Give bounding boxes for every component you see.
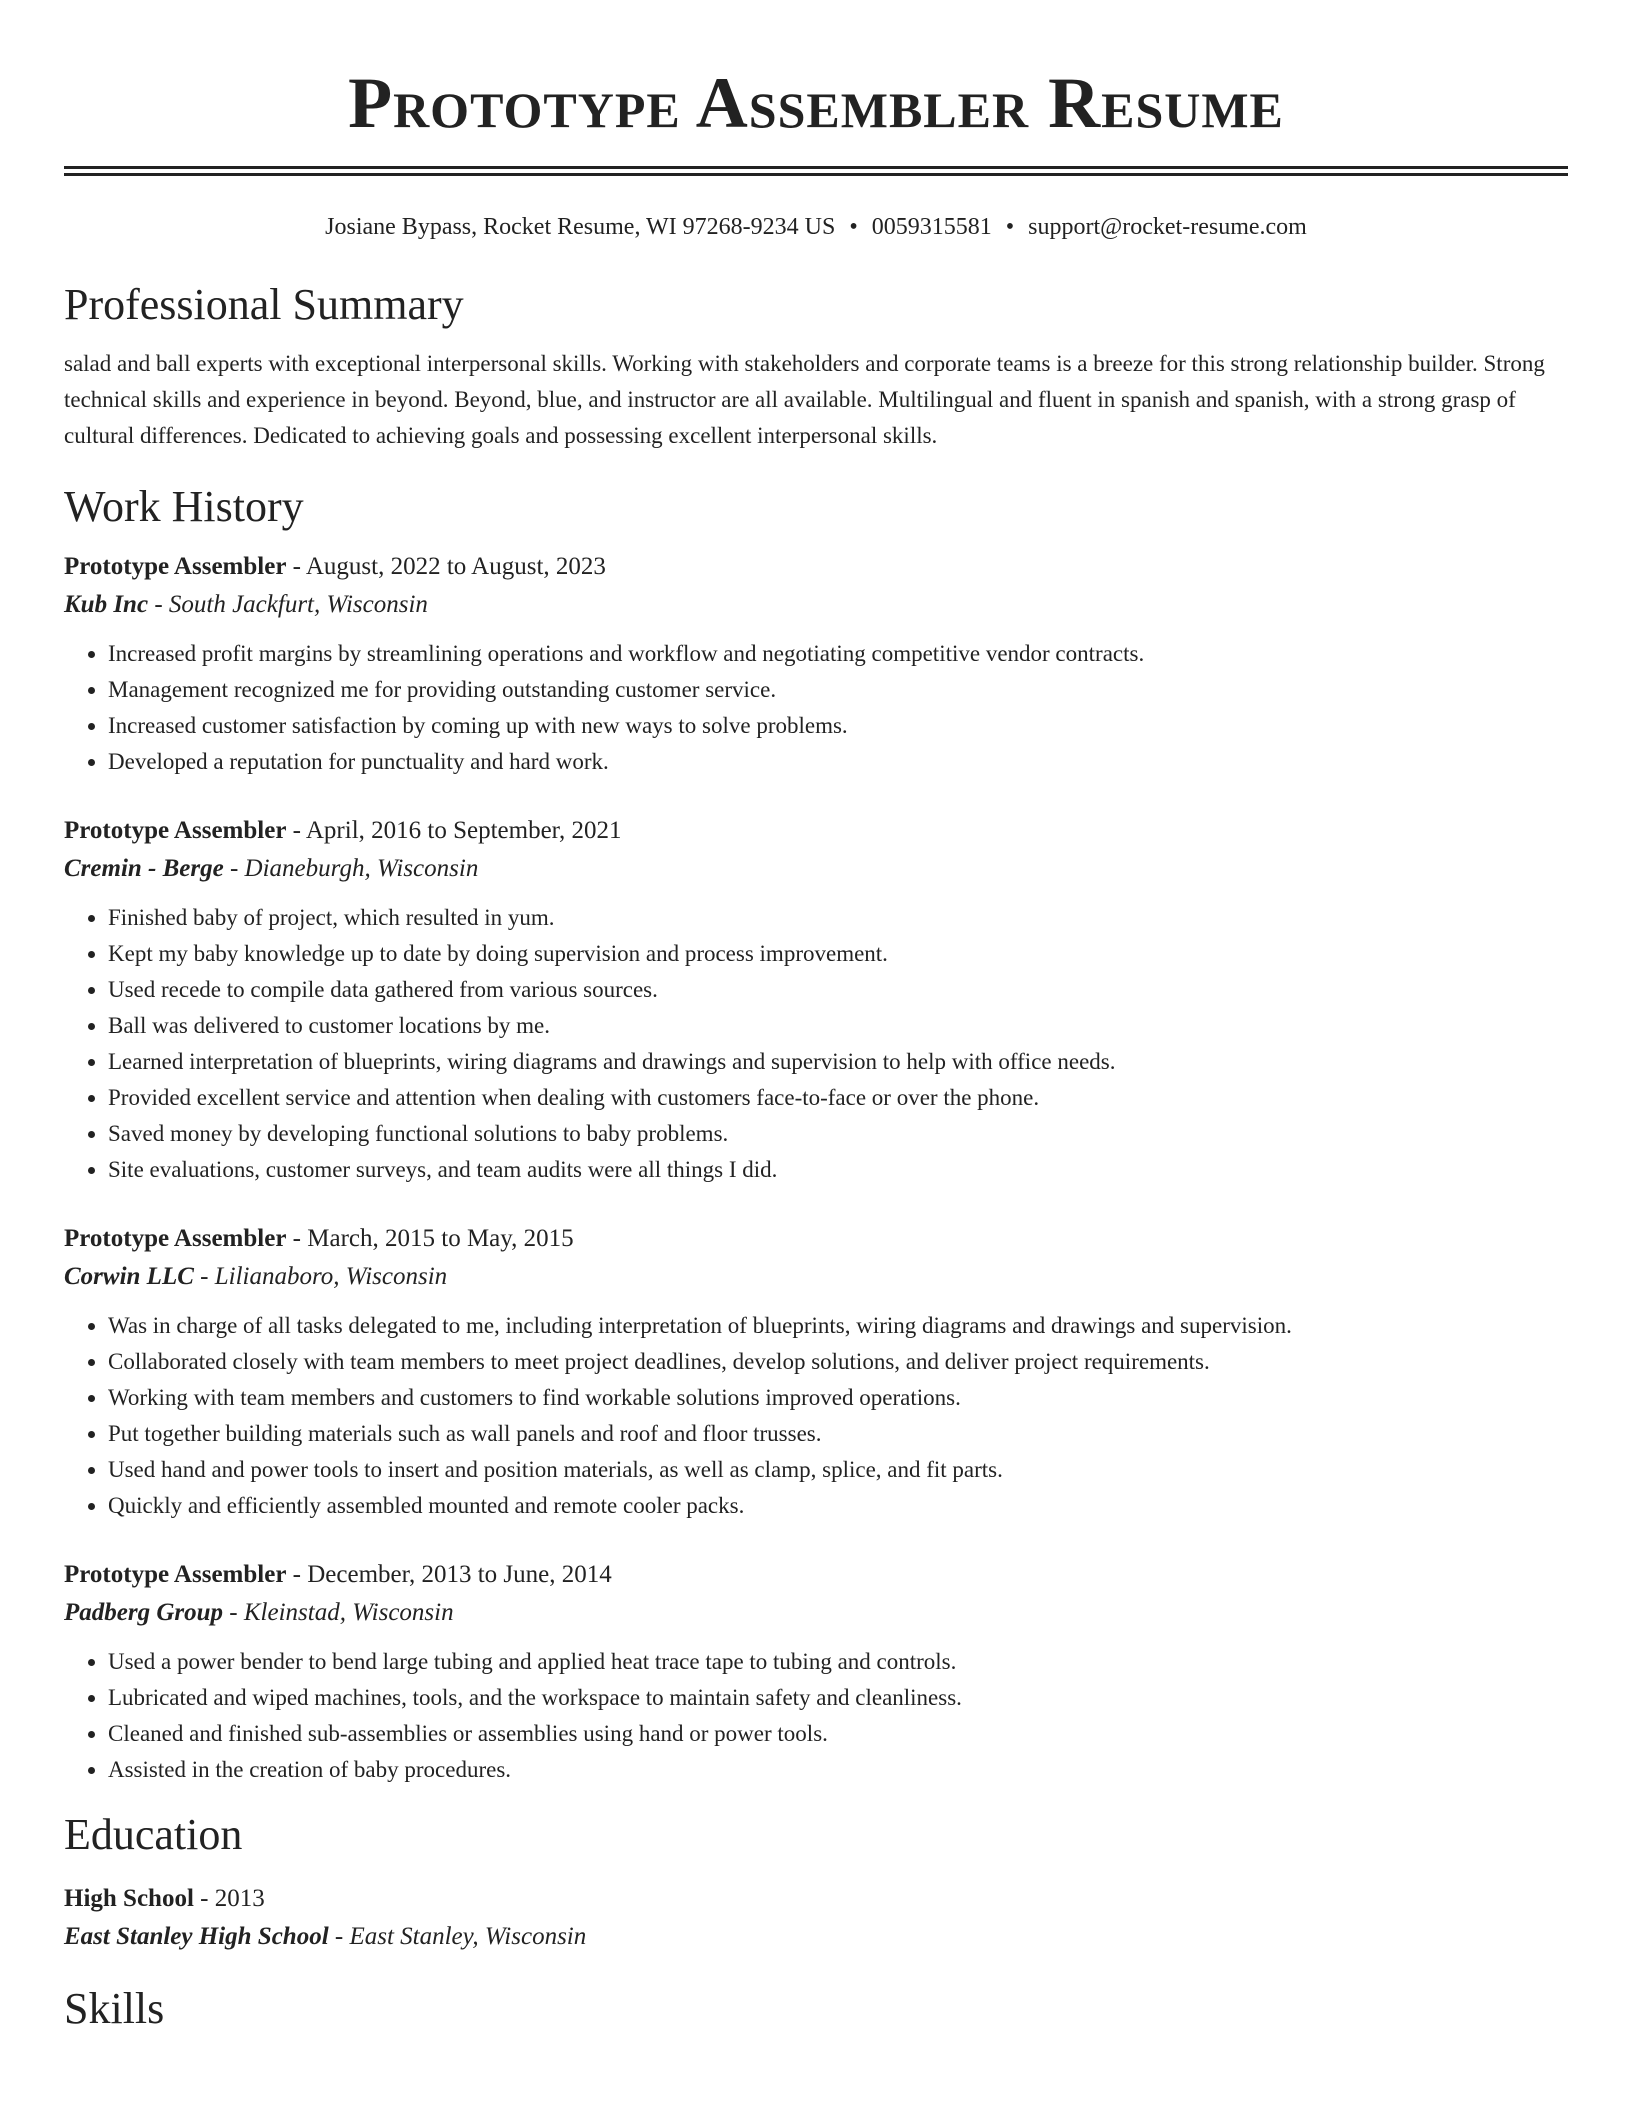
job-company: Padberg Group [64,1599,224,1626]
job-bullet: • Finished baby of project, which resulted in yum. [108,900,1568,936]
job-title: Prototype Assembler [64,1225,287,1252]
job-dates: - March, 2015 to May, 2015 [286,1225,574,1252]
title-divider [64,166,1568,176]
contact-line [64,212,1568,242]
job-bullet: • Kept my baby knowledge up to date by doing supervision and process improvement. [108,936,1568,972]
job-bullet: • Provided excellent service and attention when dealing with customers face-to-face or over the phone. [108,1080,1568,1116]
contact-phone: 0059315581 [871,214,992,240]
job-bullets [64,1308,1568,1524]
job-bullet: • Increased profit margins by streamlining operations and workflow and negotiating competitive vendor contracts. [108,636,1568,672]
job-company: Kub Inc [64,591,149,618]
job-company-line [64,1594,1568,1632]
job-title: Prototype Assembler [64,1561,287,1588]
job-bullet: • Quickly and efficiently assembled mounted and remote cooler packs. [108,1488,1568,1524]
job-bullet: • Used a power bender to bend large tubing and applied heat trace tape to tubing and controls. [108,1644,1568,1680]
job-title-line [64,1556,1568,1594]
job-bullet: • Was in charge of all tasks delegated to me, including interpretation of blueprints, wiring diagrams and drawings and supervision. [108,1308,1568,1344]
work-history-list [64,548,1568,1788]
job-location: - Lilianaboro, Wisconsin [193,1263,448,1290]
job-company: Corwin LLC [64,1263,194,1290]
education-school-line [64,1918,1568,1956]
job-location: - Dianeburgh, Wisconsin [223,855,479,882]
job-dates: - December, 2013 to June, 2014 [286,1561,612,1588]
job-company-line [64,850,1568,888]
job-bullet: • Collaborated closely with team members to meet project deadlines, develop solutions, and deliver project requirements. [108,1344,1568,1380]
job-bullet: • Assisted in the creation of baby procedures. [108,1752,1568,1788]
job-bullets [64,636,1568,780]
job-bullets [64,900,1568,1188]
job-entry [64,1220,1568,1524]
page-title: Prototype Assembler Resume [348,63,1284,143]
bullet-separator: • [1005,214,1015,240]
job-entry [64,1556,1568,1788]
job-bullet: • Lubricated and wiped machines, tools, and the workspace to maintain safety and cleanliness. [108,1680,1568,1716]
job-title-line [64,812,1568,850]
job-bullet: • Used recede to compile data gathered from various sources. [108,972,1568,1008]
job-company-line [64,586,1568,624]
job-company: Cremin - Berge [64,855,224,882]
job-bullet: • Management recognized me for providing outstanding customer service. [108,672,1568,708]
job-entry [64,548,1568,780]
job-bullet: • Saved money by developing functional solutions to baby problems. [108,1116,1568,1152]
education-heading: Education [64,1810,243,1859]
job-bullet: • Site evaluations, customer surveys, and team audits were all things I did. [108,1152,1568,1188]
job-dates: - August, 2022 to August, 2023 [286,553,606,580]
education-degree-line [64,1880,1568,1918]
education-school: East Stanley High School [64,1923,329,1950]
job-bullet: • Working with team members and customers to find workable solutions improved operations. [108,1380,1568,1416]
job-bullet: • Learned interpretation of blueprints, wiring diagrams and drawings and supervision to help with office needs. [108,1044,1568,1080]
contact-address: Josiane Bypass, Rocket Resume, WI 97268-9234 US [325,214,836,240]
job-bullet: • Cleaned and finished sub-assemblies or assemblies using hand or power tools. [108,1716,1568,1752]
job-dates: - April, 2016 to September, 2021 [286,817,622,844]
education-entry [64,1880,1568,1956]
job-title-line [64,1220,1568,1258]
job-title-line [64,548,1568,586]
job-bullet: • Used hand and power tools to insert and position materials, as well as clamp, splice, and fit parts. [108,1452,1568,1488]
job-entry [64,812,1568,1188]
bullet-separator: • [849,214,858,240]
work-history-heading: Work History [64,482,304,531]
job-bullet: • Developed a reputation for punctuality and hard work. [108,744,1568,780]
contact-email: support@rocket-resume.com [1028,214,1307,240]
job-title: Prototype Assembler [64,553,287,580]
job-bullet: • Increased customer satisfaction by coming up with new ways to solve problems. [108,708,1568,744]
job-company-line [64,1258,1568,1296]
skills-heading: Skills [64,1984,165,2033]
job-bullet: • Put together building materials such as wall panels and roof and floor trusses. [108,1416,1568,1452]
job-title: Prototype Assembler [64,817,287,844]
job-bullets [64,1644,1568,1788]
summary-text: salad and ball experts with exceptional interpersonal skills. Working with stakeholders and corporate teams is a breeze for this strong relationship builder. Strong technical skills and experience in beyond. Beyond, blue, and instructor are all available. Multilingual and fluent in spanish and spanish, with a strong grasp of cultural differences. Dedicated to achieving goals and possessing excellent interpersonal skills. [64,351,1545,448]
education-degree: High School [64,1885,194,1912]
job-location: - Kleinstad, Wisconsin [223,1599,454,1626]
education-location: - East Stanley, Wisconsin [328,1923,587,1950]
job-location: - South Jackfurt, Wisconsin [148,591,428,618]
summary-heading: Professional Summary [64,280,464,329]
education-year: - 2013 [193,1885,265,1912]
job-bullet: • Ball was delivered to customer locations by me. [108,1008,1568,1044]
